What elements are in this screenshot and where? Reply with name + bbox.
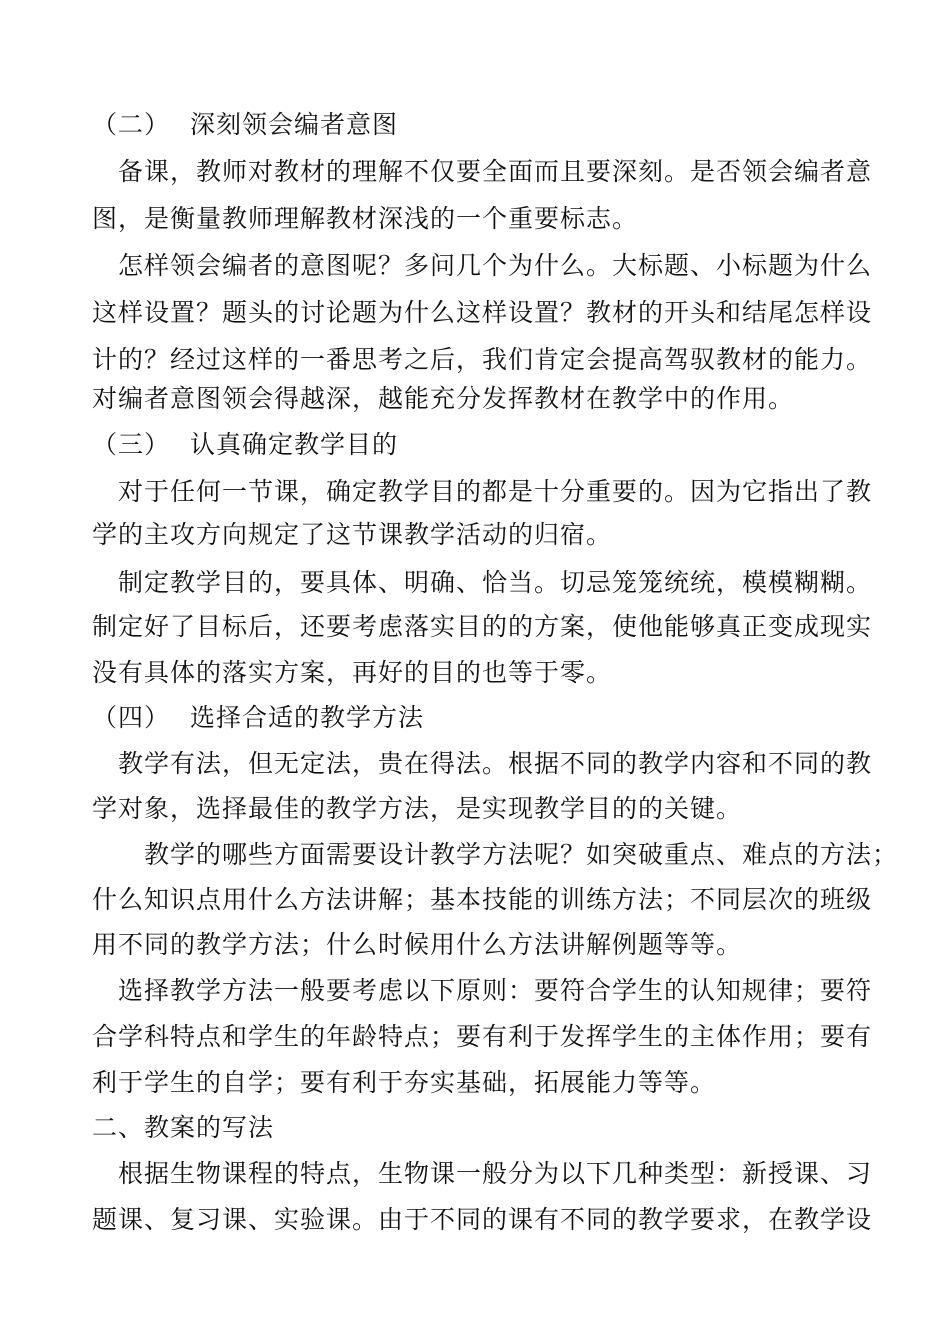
- section-heading-4: [92, 701, 424, 735]
- section-heading-two: 二、教案的写法: [92, 1113, 275, 1142]
- paragraph-line: 制定好了目标后，还要考虑落实目的的方案，使他能够真正变成现实: [92, 612, 873, 641]
- paragraph-line: 图，是衡量教师理解教材深浅的一个重要标志。: [92, 204, 639, 233]
- paragraph-line: 对编者意图领会得越深，越能充分发挥教材在教学中的作用。: [92, 384, 795, 413]
- heading-title: 选择合适的教学方法: [190, 703, 425, 732]
- paragraph-line: 利于学生的自学；要有利于夯实基础，拓展能力等等。: [92, 1068, 717, 1097]
- paragraph-line: 选择教学方法一般要考虑以下原则：要符合学生的认知规律；要符: [118, 976, 873, 1005]
- heading-number: （四）: [92, 703, 171, 732]
- paragraph-line: 教学的哪些方面需要设计教学方法呢？如突破重点、难点的方法；: [144, 840, 899, 869]
- paragraph-line: 制定教学目的，要具体、明确、恰当。切忌笼笼统统，模模糊糊。: [118, 568, 873, 597]
- paragraph-line: 教学有法，但无定法，贵在得法。根据不同的教学内容和不同的教: [118, 749, 873, 778]
- paragraph-line: 学的主攻方向规定了这节课教学活动的归宿。: [92, 520, 613, 549]
- paragraph-line: 学对象，选择最佳的教学方法，是实现教学目的的关键。: [92, 794, 743, 823]
- heading-title: 认真确定教学目的: [190, 430, 399, 459]
- section-heading-3: [92, 428, 398, 462]
- heading-number: （三）: [92, 430, 171, 459]
- paragraph-line: 根据生物课程的特点，生物课一般分为以下几种类型：新授课、习: [118, 1159, 873, 1188]
- paragraph-line: 用不同的教学方法；什么时候用什么方法讲解例题等等。: [92, 930, 743, 959]
- paragraph-line: 题课、复习课、实验课。由于不同的课有不同的教学要求，在教学设: [92, 1205, 873, 1234]
- paragraph-line: 对于任何一节课，确定教学目的都是十分重要的。因为它指出了教: [118, 477, 873, 506]
- paragraph-line: 合学科特点和学生的年龄特点；要有利于发挥学生的主体作用；要有: [92, 1022, 873, 1051]
- paragraph-line: 怎样领会编者的意图呢？多问几个为什么。大标题、小标题为什么: [118, 251, 873, 280]
- paragraph-line: 计的？经过这样的一番思考之后，我们肯定会提高驾驭教材的能力。: [92, 345, 873, 374]
- section-heading-2: [92, 108, 398, 142]
- heading-number: （二）: [92, 110, 171, 139]
- paragraph-line: 备课，教师对教材的理解不仅要全面而且要深刻。是否领会编者意: [118, 157, 873, 186]
- heading-title: 深刻领会编者意图: [190, 110, 399, 139]
- paragraph-line: 什么知识点用什么方法讲解；基本技能的训练方法；不同层次的班级: [92, 885, 873, 914]
- paragraph-line: 没有具体的落实方案，再好的目的也等于零。: [92, 658, 613, 687]
- paragraph-line: 这样设置？题头的讨论题为什么这样设置？教材的开头和结尾怎样设: [92, 298, 873, 327]
